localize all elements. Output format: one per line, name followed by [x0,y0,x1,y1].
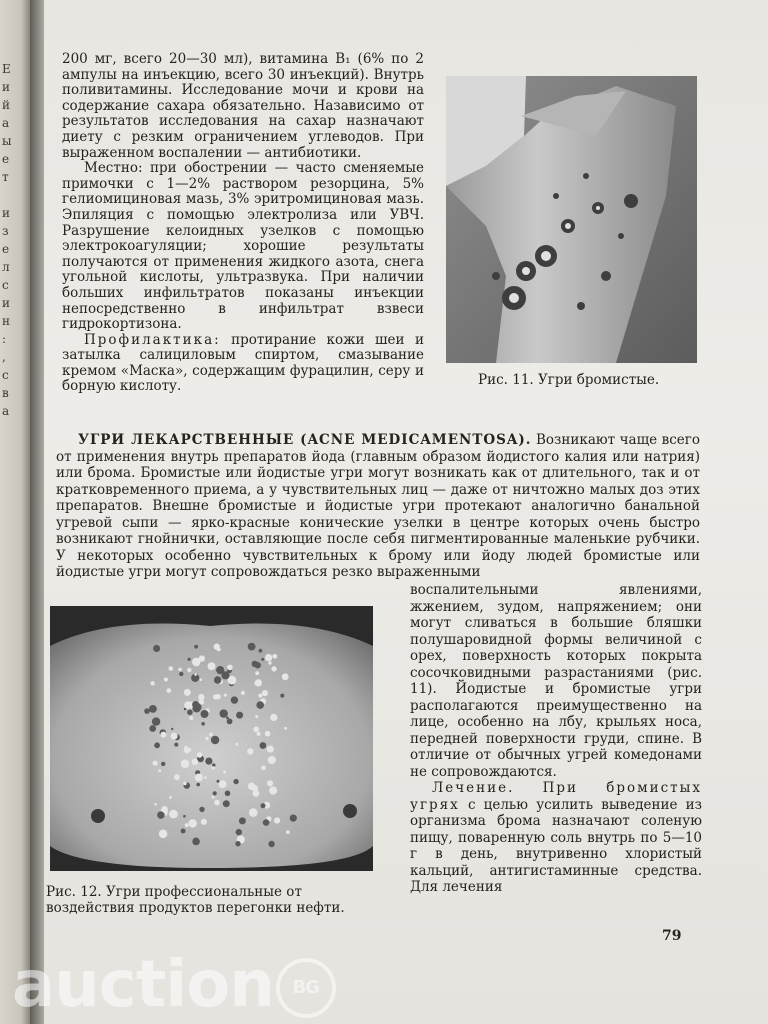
prophylaxis-text: протирание кожи шеи и затылка салициловым спиртом, смазывание кремом «Маска», содержащим фурацилин, серу и борную кислоту. [62,331,424,395]
skin-lesion [187,748,191,752]
skin-lesion [274,817,280,823]
skin-lesion [280,694,284,698]
paragraph-symptoms-continued: воспалительными явлениями, жжением, зудом, напряжением; они могут сливаться в большие бляшки полушаровидной формы величиной с орех, поверхность которых покрыта сосочковидными разрастаниями (рис. 11). Йодистые и бромистые угри располагаются преимущественно на лице, особенно на лбу, крыльях носа, передней поверхности груди, спине. В отличие от обычных угрей комедонами не сопровождаются. [410,582,702,780]
skin-lesion [213,694,218,699]
previous-page-fragment: Е [2,62,11,76]
skin-lesion [267,780,273,786]
skin-lesion [214,676,221,683]
skin-lesion [164,677,168,681]
skin-lesion [179,672,183,676]
previous-page-fragment: з [2,224,9,238]
skin-lesion [257,732,261,736]
skin-lesion [188,658,191,661]
skin-lesion [235,841,240,846]
skin-lesion [154,742,160,748]
skin-lesion [236,829,242,835]
previous-page-fragments [2,60,24,420]
skin-lesion [166,688,171,693]
skin-lesion [286,830,290,834]
right-column-text [410,582,702,896]
skin-lesion [158,769,161,772]
skin-lesion [198,694,204,700]
section-heading: УГРИ ЛЕКАРСТВЕННЫЕ (ACNE MEDICAMENTOSA). [78,432,532,448]
skin-lesion [195,774,203,782]
skin-lesion [268,661,271,664]
previous-page-fragment: , [2,350,6,364]
prophylaxis-lead: Профилактика: [84,331,221,348]
skin-lesion [208,662,216,670]
figure-12-caption: Рис. 12. Угри профессиональные от воздействия продуктов перегонки нефти. [46,884,345,916]
skin-lesion [259,649,263,653]
skin-lesion [239,817,246,824]
skin-lesion [169,796,172,799]
paragraph-treatment-general: 200 мг, всего 20—30 мл), витамина B₁ (6% по 2 ампулы на инъекцию, всего 30 инъекций). Внутрь поливитамины. Исследование мочи и крови на содержание сахара обязательно. Назависимо от результатов исследования на сахар назначают диету с резким ограничением углеводов. При выраженном воспалении — антибиотики. [62,51,424,161]
skin-lesion [181,759,190,768]
skin-lesion [205,737,208,740]
skin-lesion [253,727,259,733]
previous-page-fragment: с [2,278,9,292]
skin-lesion [271,666,276,671]
skin-lesion [251,785,258,792]
skin-lesion [241,691,245,695]
skin-lesion [201,819,207,825]
treatment-lead: Лечение. [432,780,515,796]
skin-lesion [256,701,264,709]
skin-lesion [236,712,243,719]
skin-lesion [181,829,186,834]
skin-lesion [272,654,277,659]
skin-lesion [255,679,262,686]
skin-lesion [268,841,274,847]
skin-lesion [284,727,287,730]
skin-lesion [217,648,221,652]
skin-lesion [265,654,272,661]
skin-lesion [263,819,270,826]
skin-lesion [144,708,150,714]
treatment-text: с целью усилить выведение из организма брома назначают соленую пищу, поваренную соль внутрь по 5—10 г в день, внутривенно хлористый кальций, антигистаминные средства. Для лечения [410,796,702,895]
watermark-text: auction [12,948,274,1022]
skin-lesion [255,671,259,675]
skin-lesion [149,705,157,713]
skin-lesion [174,743,178,747]
previous-page-fragment: л [2,260,10,274]
skin-lesion [213,791,217,795]
skin-lesion [161,806,168,813]
skin-lesion [260,742,267,749]
left-column-text [62,52,424,395]
skin-lesion [231,696,238,703]
skin-lesion [270,714,277,721]
skin-lesion [171,728,173,730]
skin-lesion [171,733,178,740]
figure-11-photo [446,76,697,363]
skin-lesion [204,776,207,779]
skin-lesion [212,796,215,799]
skin-lesion [220,709,228,717]
treatment-lead-2: При бромистых угрях [410,780,702,813]
skin-lesion [262,690,268,696]
skin-lesion [183,815,186,818]
skin-lesion [196,783,200,787]
figure-12-photo [50,606,373,871]
section-text: Возникают чаще всего от применения внутрь препаратов йода (главным образом йодистого калия или натрия) или брома. Бромистые или йодистые угри могут возникать как от длительного, так и от кратковременного приема, а у чувствительных лиц — даже от ничтожно малых доз этих препаратов. Внешне бромистые и йодистые угри протекают аналогично банальной угревой сыпи — ярко-красные конические узелки в центре которых очень быстро возникают гнойнички, оставляющие после себя пигментированные маленькие рубчики. У некоторых особенно чувствительных к брому или йоду людей бромистые или йодистые угри могут сопровождаться резко выраженными [56,432,700,580]
skin-lesion [235,743,238,746]
skin-lesion [290,815,297,822]
watermark-badge: BG [276,958,336,1018]
skin-lesion [223,800,230,807]
skin-lesion [249,808,258,817]
previous-page-fragment: е [2,242,10,256]
skin-lesion [265,731,271,737]
skin-lesion [183,782,187,786]
skin-lesion [153,761,158,766]
skin-lesion [247,748,253,754]
skin-lesion [187,710,193,716]
paragraph-treatment-bromide [410,780,702,896]
skin-lesion [227,665,233,671]
skin-lesion [178,668,182,672]
previous-page-fragment: и [2,80,10,94]
skin-lesion [159,830,168,839]
skin-lesion [261,658,264,661]
skin-lesion [219,780,227,788]
previous-page-fragment: а [2,116,10,130]
skin-lesion [169,810,178,819]
skin-lesion [169,666,174,671]
watermark [12,948,336,1022]
skin-lesion [252,661,258,667]
skin-lesion [199,807,204,812]
skin-lesion [192,838,200,846]
paragraph-treatment-local: Местно: при обострении — часто сменяемые примочки с 1—2% раствором резорцина, 5% гелиомициновая мазь, 3% эритромициновая мазь. Эпиляция с помощью электролиза или УВЧ. Разрушение келоидных узелков с помощью электрокоагуляции; хорошие результаты получаются от применения жидкого азота, снега угольной кислоты, ультразвука. При наличии больших инфильтратов показаны инъекции непосредственно в инфильтрат взвеси гидрокортизона. [62,160,424,333]
skin-lesion [248,643,256,651]
previous-page-fragment: в [2,386,9,400]
previous-page-fragment: н [2,314,10,328]
skin-lesion [225,791,231,797]
skin-lesion [258,694,262,698]
paragraph-prophylaxis [62,333,424,395]
skin-lesion [233,779,238,784]
skin-lesion [197,752,203,758]
skin-lesion [187,668,191,672]
skin-lesion [200,678,203,681]
skin-lesion [154,803,157,806]
skin-lesion [184,701,192,709]
skin-lesion [209,733,213,737]
skin-lesion [223,771,226,774]
skin-lesion [261,766,266,771]
previous-page-fragment: й [2,98,10,112]
skin-lesion [192,759,199,766]
skin-lesion [194,673,197,676]
skin-lesion [267,746,274,753]
skin-lesion [217,780,220,783]
skin-lesion [174,774,180,780]
previous-page-fragment: т [2,170,9,184]
skin-lesion [193,659,201,667]
skin-lesion [149,725,156,732]
previous-page-fragment: : [2,332,7,346]
skin-lesion [153,645,160,652]
previous-page-fragment: ы [2,134,12,148]
figure-11-caption: Рис. 11. Угри бромистые. [478,372,660,388]
skin-lesion [227,719,233,725]
skin-lesion [221,671,229,679]
skin-lesion [184,689,191,696]
previous-page-fragment: а [2,404,10,418]
skin-lesion [211,736,219,744]
previous-page-fragment: и [2,206,10,220]
skin-lesion [201,722,205,726]
skin-lesion [192,701,199,708]
previous-page-fragment: е [2,152,10,166]
skin-lesion [160,732,166,738]
skin-lesion [212,763,215,766]
skin-lesion [194,645,198,649]
previous-page-fragment: и [2,296,10,310]
skin-lesion [161,762,165,766]
previous-page-fragment: с [2,368,9,382]
skin-lesion [268,756,276,764]
skin-lesion [151,681,155,685]
skin-lesion [282,673,289,680]
page-number: 79 [662,928,682,944]
skin-lesion [255,715,258,718]
skin-lesion [189,819,197,827]
section-drug-acne [56,432,700,581]
skin-lesion [214,800,220,806]
previous-page-edge [0,0,30,1024]
skin-lesion [185,823,189,827]
skin-lesion [261,803,266,808]
previous-page-fragment [2,186,24,204]
skin-lesion [224,694,227,697]
section-drug-acne-paragraph [56,432,700,581]
skin-lesion [189,716,193,720]
skin-lesion [201,710,209,718]
skin-lesion [212,766,215,769]
skin-lesion [205,758,212,765]
skin-lesion [269,786,277,794]
skin-lesion [152,717,160,725]
